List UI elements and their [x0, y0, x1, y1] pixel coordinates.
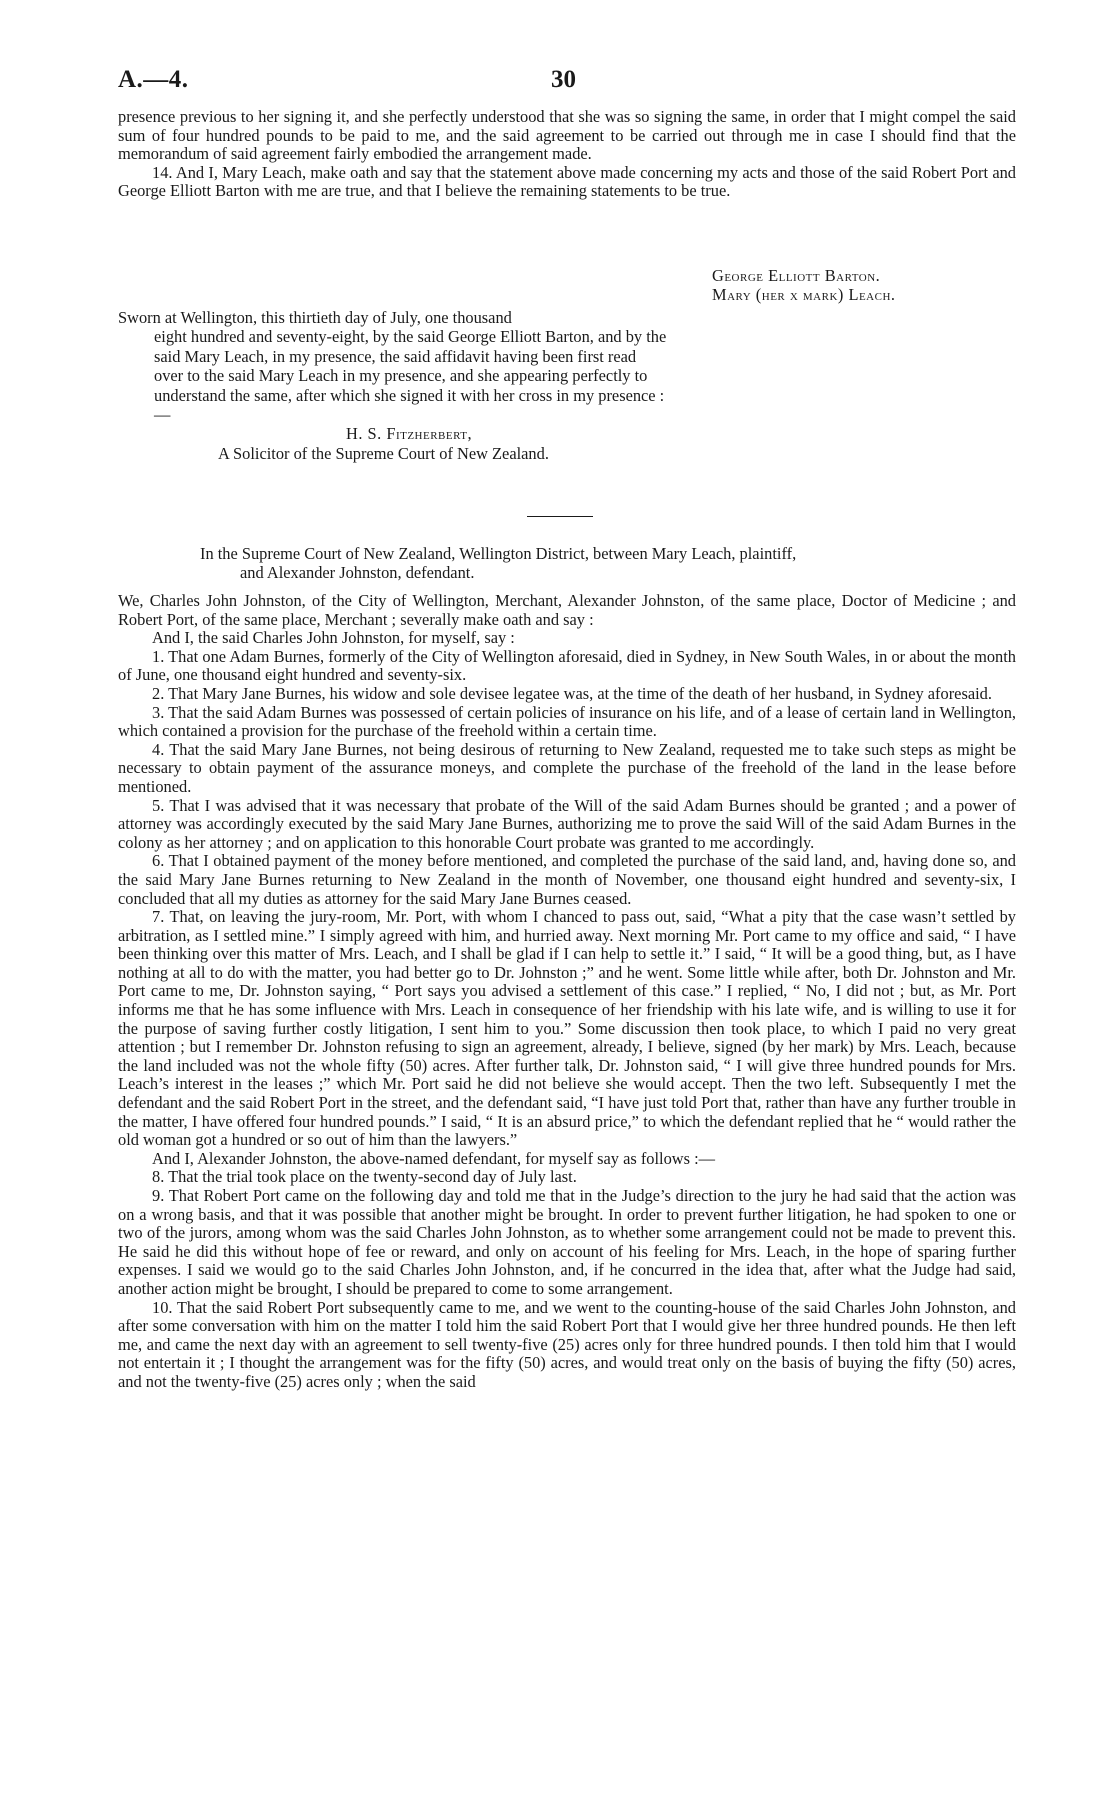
jurat: [118, 308, 668, 463]
paragraph-continuation: presence previous to her signing it, and she perfectly understood that she was so signing the same, in order that I might compel the said sum of four hundred pounds to be paid to me, and the said agreement to be carried out through me in case I should find that the memorandum of said agreement fairly embodied the arrangement made.: [118, 107, 1016, 164]
page-number: 30: [551, 66, 576, 93]
jurat-solicitor-title: A Solicitor of the Supreme Court of New Zealand.: [218, 443, 549, 463]
affidavit-paragraph: 6. That I obtained payment of the money before mentioned, and completed the purchase of the said land, and, having done so, and the said Mary Jane Burnes returning to New Zealand in the month of November, one thousand eight hundred and seventy-six, I concluded that all my duties as attorney for the said Mary Jane Burnes ceased.: [118, 851, 1016, 908]
affidavit-paragraph: 9. That Robert Port came on the following day and told me that in the Judge’s direction to the jury he had said that the action was on a wrong basis, and that it was possible that another might be brought. In order to prevent further litigation, he had spoken to one or two of the jurors, among whom was the said Charles John Johnston, as to whether some arrangement could not be made to prevent this. He said he did this without hope of fee or reward, and only on account of his feeling for Mrs. Leach, in the hope of sparing further expenses. I said we would go to the said Charles John Johnston, and, if he concurred in the idea that, after what the Judge had said, another action might be brought, I should be prepared to come to some arrangement.: [118, 1186, 1016, 1298]
affidavit-paragraph: 5. That I was advised that it was necessary that probate of the Will of the said Adam Burnes should be granted ; and a power of attorney was accordingly executed by the said Mary Jane Burnes, authorizing me to prove the said Will of the said Adam Burnes in the colony as her attorney ; and on application to this honorable Court probate was granted to me accordingly.: [118, 795, 1016, 852]
signature-block: [712, 266, 896, 304]
section-divider: [527, 516, 593, 517]
affidavit-paragraph: And I, Alexander Johnston, the above-named defendant, for myself say as follows :—: [152, 1148, 716, 1168]
signature-leach: Mary (her x mark) Leach.: [712, 285, 896, 304]
case-heading-line2: and Alexander Johnston, defendant.: [240, 563, 475, 583]
top-text: [118, 108, 1016, 201]
paragraph-14: 14. And I, Mary Leach, make oath and say that the statement above made concerning my acts and those of the said Robert Port and George Elliott Barton with me are true, and that I believe the remaining statements to be true.: [118, 162, 1016, 201]
affidavit-paragraph: 1. That one Adam Burnes, formerly of the City of Wellington aforesaid, died in Sydney, in New South Wales, in or about the month of June, one thousand eight hundred and seventy-six.: [118, 646, 1016, 685]
affidavit-opening: We, Charles John Johnston, of the City of Wellington, Merchant, Alexander Johnston, of the same place, Doctor of Medicine ; and Robert Port, of the same place, Merchant ; severally make oath and say :: [118, 591, 1016, 629]
affidavit-paragraph: 4. That the said Mary Jane Burnes, not being desirous of returning to New Zealand, requested me to take such steps as might be necessary to obtain payment of the assurance moneys, and complete the purchase of the freehold of the land in the lease before mentioned.: [118, 739, 1016, 796]
signature-barton: George Elliott Barton.: [712, 266, 881, 285]
affidavit-paragraph: 8. That the trial took place on the twenty-second day of July last.: [152, 1167, 577, 1187]
affidavit-text: [118, 592, 1016, 1392]
affidavit-paragraph: 10. That the said Robert Port subsequently came to me, and we went to the counting-house of the said Charles John Johnston, and after some conversation with him on the matter I told him the said Robert Port that I would give her three hundred pounds. He then left me, and came the next day with an agreement to sell twenty-five (25) acres only for three hundred pounds. I then told him that I would not entertain it ; I thought the arrangement was for the fifty (50) acres, and would treat only on the basis of buying the fifty (50) acres, and not the twenty-five (25) acres only ; when the said: [118, 1297, 1016, 1391]
jurat-first-line: Sworn at Wellington, this thirtieth day of July, one thousand: [118, 308, 512, 327]
case-heading-line1: In the Supreme Court of New Zealand, Wellington District, between Mary Leach, plaintiff,: [200, 544, 797, 563]
affidavit-paragraph: 3. That the said Adam Burnes was possessed of certain policies of insurance on his life, and of a lease of certain land in Wellington, which contained a provision for the purchase of the freehold within a certain time.: [118, 702, 1016, 741]
affidavit-paragraph: 2. That Mary Jane Burnes, his widow and sole devisee legatee was, at the time of the death of her husband, in Sydney aforesaid.: [152, 683, 992, 703]
jurat-solicitor-name: H. S. Fitzherbert,: [346, 424, 473, 444]
affidavit-paragraph: And I, the said Charles John Johnston, for myself, say :: [152, 628, 515, 648]
document-reference: A.—4.: [118, 66, 189, 93]
affidavit-paragraph: 7. That, on leaving the jury-room, Mr. Port, with whom I chanced to pass out, said, “What a pity that the case wasn’t settled by arbitration, as I settled mine.” I simply agreed with him, and hurried away. Next morning Mr. Port came to my office and said, “ I have been thinking over this matter of Mrs. Leach, and I shall be glad if I can help to settle it.” I said, “ It will be a good thing, but, as I have nothing at all to do with the matter, you had better go to Dr. Johnston ;” and he went. Some little while after, both Dr. Johnston and Mr. Port came to me, Dr. Johnston saying, “ Port says you advised a settlement of this case.” I replied, “ No, I did not ; but, as Mr. Port informs me that he has some influence with Mrs. Leach in consequence of her friendship with his late wife, and is willing to use it for the purpose of saving further costly litigation, I sent him to you.” Some discussion then took place, to which I paid no very great attention ; but I remember Dr. Johnston refusing to sign an agreement, already, I believe, signed (by her mark) by Mrs. Leach, because the land included was not the whole fifty (50) acres. After further talk, Dr. Johnston said, “ I will give three hundred pounds for Mrs. Leach’s interest in the leases ;” which Mr. Port said he did not believe she would accept. Then the two left. Subsequently I met the defendant and the said Robert Port in the street, and the defendant said, “I have just told Port that, rather than have any further trouble in the matter, I have offered four hundred pounds.” I said, “ It is an absurd price,” to which the defendant replied that he “ would rather the old woman got a hundred or so out of him than the lawyers.”: [118, 907, 1016, 1150]
jurat-body: eight hundred and seventy-eight, by the said George Elliott Barton, and by the said Mary Leach, in my presence, the said affidavit having been first read over to the said Mary Leach in my presence, and she appearing perfectly to understand the same, after which she signed it with her cross in my presence :—: [154, 327, 667, 425]
case-heading: [200, 544, 1018, 583]
